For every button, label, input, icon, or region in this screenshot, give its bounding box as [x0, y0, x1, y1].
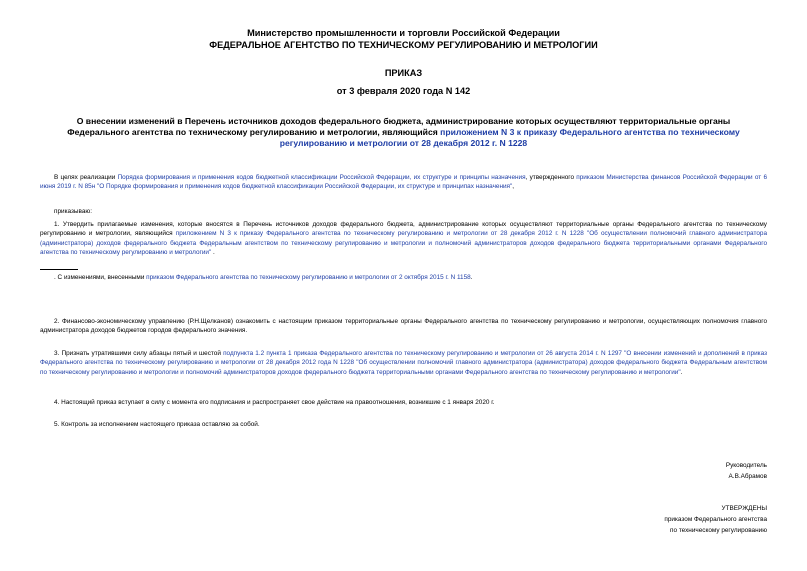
- item-1-text: 1. Утвердить прилагаемые изменения, которые вносятся в Перечень источников доходов федерального бюджета, администрирование которых осуществляют территориальные органы Федерального агентства по техническому регулированию и метрологии, являющийся: [40, 221, 767, 238]
- signature-name: А.В.Абрамов: [728, 473, 767, 480]
- approved-line-2: по техническому регулированию: [670, 527, 767, 534]
- preamble-link-order[interactable]: Порядка формирования и применения кодов бюджетной классификации Российской Федерации, их структуре и принципы назначения: [117, 174, 526, 181]
- preamble-text-3: ,: [512, 183, 515, 191]
- orders-word: приказываю:: [54, 208, 92, 215]
- item-5-paragraph: 5. Контроль за исполнением настоящего приказа оставляю за собой.: [54, 421, 260, 428]
- signature-position: Руководитель: [725, 462, 767, 469]
- ministry-heading: Министерство промышленности и торговли Российской Федерации: [247, 28, 560, 38]
- item-2-paragraph: 2. Финансово-экономическому управлению (Р.Н.Щелканов) ознакомить с настоящим приказом территориальные органы Федерального агентства по техническому регулированию и метрологии, осуществляющих полномочия главного администратора доходов бюджетов городов федерального значения.: [40, 318, 767, 335]
- item-3-text: 3. Признать утратившими силу абзацы пятый и шестой: [54, 350, 224, 357]
- preamble-paragraph: [40, 173, 767, 192]
- item-1-end: .: [211, 249, 215, 257]
- approved-line-1: приказом Федерального агентства: [664, 516, 767, 523]
- preamble-text-2: , утвержденного: [525, 174, 577, 181]
- footnote-end: .: [470, 274, 473, 281]
- item-3-link[interactable]: подпункта 1.2 пункта 1 приказа Федерального агентства по техническому регулированию и метрологии от 26 августа 2014 г. N 1297 "О внесении изменений и дополнений в приказ Федерального агентства по техническому регулированию и метрологии от 28 декабря 2012 года N 1228 "Об осуществлении полномочий главного администратора (администратора) доходов федерального бюджета Федеральным агентством по техническому регулированию и метрологии и полномочий администраторов доходов федерального бюджета территориальными органами Федерального агентства по техническому регулированию и метрологии": [40, 350, 767, 376]
- title-link[interactable]: приложением N 3 к приказу Федерального агентства по техническому регулированию и метрологии от 28 декабря 2012 г. N 1228: [279, 127, 740, 148]
- agency-heading: ФЕДЕРАЛЬНОЕ АГЕНТСТВО ПО ТЕХНИЧЕСКОМУ РЕГУЛИРОВАНИЮ И МЕТРОЛОГИИ: [209, 40, 598, 50]
- preamble-text-1: В целях реализации: [54, 174, 118, 181]
- footnote-link[interactable]: приказом Федерального агентства по техническому регулированию и метрологии от 2 октября 2015 г. N 1158: [146, 274, 471, 281]
- footnote-paragraph: [40, 273, 767, 282]
- document-type: ПРИКАЗ: [384, 68, 423, 78]
- footnote-text: . С изменениями, внесенными: [54, 274, 147, 281]
- footnote-divider: [40, 269, 78, 270]
- document-date: от 3 февраля 2020 года N 142: [336, 86, 471, 96]
- item-1-paragraph: [40, 220, 767, 258]
- document-title: [60, 116, 747, 149]
- item-3-end: .: [680, 368, 683, 376]
- item-1-link[interactable]: приложением N 3 к приказу Федерального агентства по техническому регулированию и метрологии от 28 декабря 2012 г. N 1228 "Об осуществлении полномочий главного администратора (администратора) доходов федерального бюджета Федеральным агентством по техническому регулированию и метрологии и полномочий администраторов доходов федерального бюджета территориальными органами Федерального агентства по техническому регулированию и метрологии": [40, 230, 767, 257]
- approved-word: УТВЕРЖДЕНЫ: [721, 505, 767, 512]
- item-4-paragraph: 4. Настоящий приказ вступает в силу с момента его подписания и распространяет свое действие на правоотношения, возникшие с 1 января 2020 г.: [54, 399, 495, 406]
- item-3-paragraph: [40, 349, 767, 377]
- title-text: О внесении изменений в Перечень источников доходов федерального бюджета, администрирование которых осуществляют территориальные органы Федерального агентства по техническому регулированию и метрологии, являющийся: [67, 116, 731, 137]
- preamble-link-minfin[interactable]: приказом Министерства финансов Российской Федерации от 6 июня 2019 г. N 85н "О Порядке формирования и применения кодов бюджетной классификации Российской Федерации, их структуре и принципах назначения": [40, 174, 767, 191]
